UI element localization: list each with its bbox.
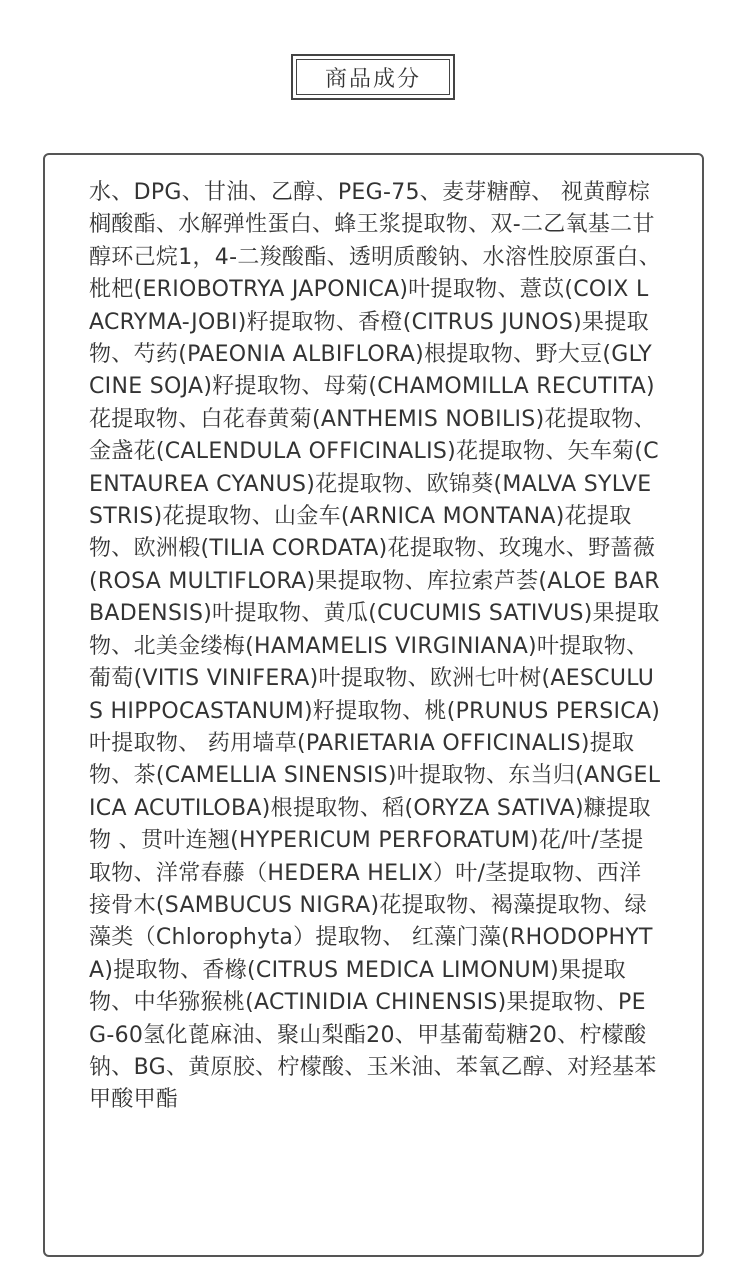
section-title-inner-frame	[296, 59, 450, 95]
ingredients-text: 水、DPG、甘油、乙醇、PEG-75、麦芽糖醇、 视黄醇棕榈酸酯、水解弹性蛋白、蜂王浆提取物、双-二乙氧基二甘醇环己烷1，4-二羧酸酯、透明质酸钠、水溶性胶原蛋白、枇杷(ERIOBOTRYA JAPONICA)叶提取物、薏苡(COIX LACRYMA-JOBI)籽提取物、香橙(CITRUS JUNOS)果提取物、芍药(PAEONIA ALBIFLORA)根提取物、野大豆(GLYCINE SOJA)籽提取物、母菊(CHAMOMILLA RECUTITA)花提取物、白花春黄菊(ANTHEMIS NOBILIS)花提取物、金盏花(CALENDULA OFFICINALIS)花提取物、矢车菊(CENTAUREA CYANUS)花提取物、欧锦葵(MALVA SYLVESTRIS)花提取物、山金车(ARNICA MONTANA)花提取物、欧洲椴(TILIA CORDATA)花提取物、玫瑰水、野蔷薇(ROSA MULTIFLORA)果提取物、库拉索芦荟(ALOE BARBADENSIS)叶提取物、黄瓜(CUCUMIS SATIVUS)果提取物、北美金缕梅(HAMAMELIS VIRGINIANA)叶提取物、葡萄(VITIS VINIFERA)叶提取物、欧洲七叶树(AESCULUS HIPPOCASTANUM)籽提取物、桃(PRUNUS PERSICA)叶提取物、 药用墙草(PARIETARIA OFFICINALIS)提取物、茶(CAMELLIA SINENSIS)叶提取物、东当归(ANGELICA ACUTILOBA)根提取物、稻(ORYZA SATIVA)糠提取物 、贯叶连翘(HYPERICUM PERFORATUM)花/叶/茎提取物、洋常春藤（HEDERA HELIX）叶/茎提取物、西洋接骨木(SAMBUCUS NIGRA)花提取物、褐藻提取物、绿藻类（Chlorophyta）提取物、 红藻门藻(RHODOPHYTA)提取物、香橼(CITRUS MEDICA LIMONUM)果提取物、中华猕猴桃(ACTINIDIA CHINENSIS)果提取物、PEG-60氢化蓖麻油、聚山梨酯20、甲基葡萄糖20、柠檬酸钠、BG、黄原胶、柠檬酸、玉米油、苯氧乙醇、对羟基苯甲酸甲酯	[89, 180, 662, 1113]
section-title-frame	[291, 54, 455, 100]
section-title: 商品成分	[324, 66, 421, 92]
ingredients-panel	[43, 153, 704, 1257]
